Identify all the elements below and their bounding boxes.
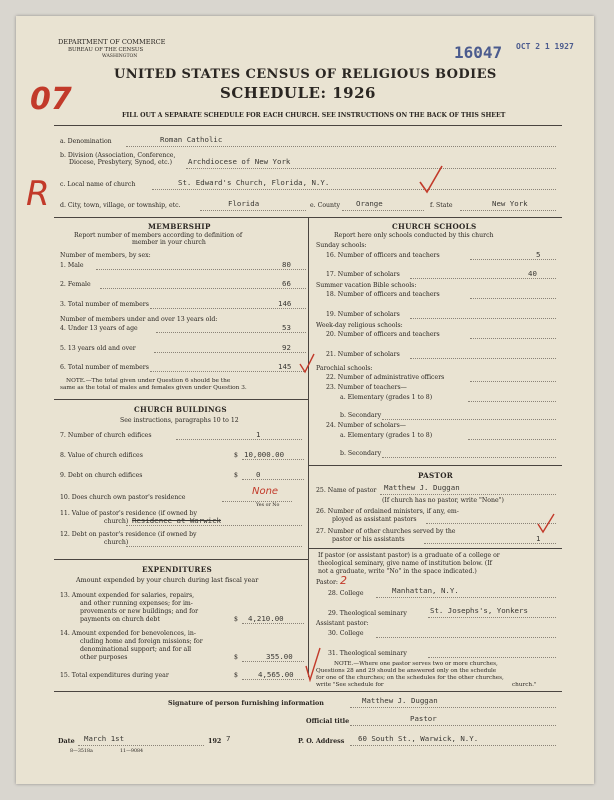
male-value: 80 xyxy=(282,260,291,269)
county-value: Orange xyxy=(356,199,383,208)
section-divider-6 xyxy=(54,691,562,692)
over-13-value: 92 xyxy=(282,343,291,352)
female-line xyxy=(100,288,306,289)
division-line xyxy=(186,168,556,169)
bureau-label: BUREAU OF THE CENSUS xyxy=(68,47,144,53)
residence-value-label: 11. Value of pastor's residence (if owned by xyxy=(60,510,197,517)
q28-line xyxy=(376,597,556,598)
q28-value: Manhattan, N.Y. xyxy=(392,586,459,595)
q25-label: 25. Name of pastor xyxy=(316,487,377,494)
total-members-line xyxy=(150,308,306,309)
q13-line-2: and other running expenses; for im- xyxy=(80,600,193,607)
date-value: March 1st xyxy=(84,734,125,743)
margin-mark-07: 07 xyxy=(30,82,72,117)
denomination-label: a. Denomination xyxy=(60,138,112,145)
total-6-value: 145 xyxy=(278,362,292,371)
q23b-label: b. Secondary xyxy=(340,412,382,419)
q25-line xyxy=(380,494,556,495)
q13-line-3: provements or new buildings; and for xyxy=(80,608,199,615)
pastor-note-4: write "See schedule for xyxy=(316,682,384,688)
total-members-label: 3. Total number of members xyxy=(60,301,149,308)
residence-value-line xyxy=(126,525,302,526)
total-6-line xyxy=(150,371,306,372)
weekday-schools-label: Week-day religious schools: xyxy=(316,322,403,329)
total-6-label: 6. Total number of members xyxy=(60,364,149,371)
summer-schools-label: Summer vacation Bible schools: xyxy=(316,282,417,289)
signature-label: Signature of person furnishing information xyxy=(168,699,324,707)
local-name-line xyxy=(152,189,556,190)
under-13-line xyxy=(156,332,306,333)
section-divider-5 xyxy=(308,548,562,549)
state-line xyxy=(460,210,556,211)
residence-value-label-2: church) xyxy=(104,518,129,525)
q25-value: Matthew J. Duggan xyxy=(384,483,460,492)
column-divider xyxy=(308,217,309,677)
official-title-value: Pastor xyxy=(410,714,437,723)
q28-label: 28. College xyxy=(328,590,364,597)
graduate-line-1: If pastor (or assistant pastor) is a graduate of a college or xyxy=(318,552,500,559)
q19-label: 19. Number of scholars xyxy=(326,311,400,318)
pastor-residence-line xyxy=(222,501,292,502)
q15-label: 15. Total expenditures during year xyxy=(60,672,169,679)
q13-line-4: payments on church debt xyxy=(80,616,160,623)
pastor-note-1: NOTE.—Where one pastor serves two or more churches, xyxy=(334,661,498,667)
department-label: DEPARTMENT OF COMMERCE xyxy=(58,38,166,46)
q24-label: 24. Number of scholars— xyxy=(326,422,406,429)
instruction-line: FILL OUT A SEPARATE SCHEDULE FOR EACH CHURCH. SEE INSTRUCTIONS ON THE BACK OF THIS SHEET xyxy=(122,112,506,119)
church-schools-heading: CHURCH SCHOOLS xyxy=(392,222,477,231)
form-code: 8—3518a xyxy=(70,749,93,754)
pastor-residence-value: None xyxy=(252,486,279,497)
pastor-note-5: church." xyxy=(512,682,537,688)
q27-check-icon xyxy=(536,512,556,534)
q26-line-2: ployed as assistant pastors xyxy=(332,516,417,523)
q15-line xyxy=(242,679,304,680)
q16-line xyxy=(470,259,556,260)
po-address-value: 60 South St., Warwick, N.Y. xyxy=(358,734,479,743)
date-line xyxy=(78,745,204,746)
q21-line xyxy=(410,358,556,359)
expenditures-heading: EXPENDITURES xyxy=(142,565,212,574)
q20-line xyxy=(470,338,556,339)
county-line xyxy=(342,210,424,211)
q30-line xyxy=(376,637,556,638)
local-name-value: St. Edward's Church, Florida, N.Y. xyxy=(178,178,330,187)
edifices-label: 7. Number of church edifices xyxy=(60,432,152,439)
q14-line-4: other purposes xyxy=(80,654,128,661)
division-label: b. Division (Association, Conference, xyxy=(60,152,176,159)
over-13-label: 5. 13 years old and over xyxy=(60,345,136,352)
header-divider xyxy=(54,125,562,126)
received-stamp-number: 16047 xyxy=(454,43,503,62)
q21-label: 21. Number of scholars xyxy=(326,351,400,358)
q23-label: 23. Number of teachers— xyxy=(326,384,407,391)
signature-value: Matthew J. Duggan xyxy=(362,696,438,705)
q23a-line xyxy=(468,401,556,402)
over-13-line xyxy=(154,352,306,353)
received-stamp-date: OCT 2 1 1927 xyxy=(516,42,574,51)
male-label: 1. Male xyxy=(60,262,84,269)
under-13-value: 53 xyxy=(282,323,291,332)
pastor-note-3: for one of the churches; on the schedules for the other churches, xyxy=(316,675,504,681)
graduate-line-2: theological seminary, give name of institution below. (If xyxy=(318,560,492,567)
q24b-label: b. Secondary xyxy=(340,450,382,457)
membership-intro: Report number of members according to definition of xyxy=(74,232,243,239)
under-13-label: 4. Under 13 years of age xyxy=(60,325,138,332)
sunday-schools-label: Sunday schools: xyxy=(316,242,367,249)
q24b-line xyxy=(382,457,556,458)
county-label: e. County xyxy=(310,202,341,209)
pastor-label: Pastor: xyxy=(316,579,339,586)
total-check-icon xyxy=(298,352,316,374)
edifices-value: 1 xyxy=(256,430,261,439)
q14-line xyxy=(242,661,304,662)
membership-note: NOTE.—The total given under Question 6 should be the xyxy=(66,378,231,384)
female-value: 66 xyxy=(282,279,291,288)
q13-line-1: 13. Amount expended for salaries, repairs, xyxy=(60,592,195,599)
pastor-mark: 2 xyxy=(340,574,347,587)
edifice-value-line xyxy=(242,459,304,460)
q27-line-1: 27. Number of other churches served by the xyxy=(316,528,456,535)
state-label: f. State xyxy=(430,202,453,209)
signature-line xyxy=(350,707,556,708)
official-title-label: Official title xyxy=(306,717,350,725)
currency-9: $ xyxy=(234,472,238,479)
q20-label: 20. Number of officers and teachers xyxy=(326,331,440,338)
po-address-line xyxy=(350,745,556,746)
pastor-note-2: Questions 28 and 29 should be answered only on the schedule xyxy=(316,668,497,674)
year-value: 7 xyxy=(226,734,231,743)
form-code-2: 11—9084 xyxy=(120,749,144,754)
q22-label: 22. Number of administrative officers xyxy=(326,374,445,381)
q22-line xyxy=(470,381,556,382)
q13-value: 4,210.00 xyxy=(248,614,284,623)
division-value: Archdiocese of New York xyxy=(188,157,291,166)
q14-line-3: denominational support; and for all xyxy=(80,646,192,653)
q17-line xyxy=(410,278,556,279)
state-value: New York xyxy=(492,199,528,208)
parochial-schools-label: Parochial schools: xyxy=(316,365,373,372)
q23b-line xyxy=(382,419,556,420)
edifice-debt-label: 9. Debt on church edifices xyxy=(60,472,143,479)
denomination-value: Roman Catholic xyxy=(160,135,223,144)
q14-line-2: cluding home and foreign missions; for xyxy=(80,638,203,645)
q26-line-1: 26. Number of ordained ministers, if any, em- xyxy=(316,508,459,515)
edifices-line xyxy=(176,439,302,440)
q27-line xyxy=(424,543,556,544)
church-schools-intro: Report here only schools conducted by this church xyxy=(334,232,494,239)
edifice-value-label: 8. Value of church edifices xyxy=(60,452,143,459)
q18-label: 18. Number of officers and teachers xyxy=(326,291,440,298)
q17-value: 40 xyxy=(528,269,537,278)
q14-line-1: 14. Amount expended for benevolences, in- xyxy=(60,630,196,637)
q29-value: St. Josephs's, Yonkers xyxy=(430,606,528,615)
q18-line xyxy=(470,298,556,299)
q13-line xyxy=(242,623,304,624)
membership-heading: MEMBERSHIP xyxy=(148,222,211,231)
section-divider-4 xyxy=(308,465,562,466)
q29-line xyxy=(428,617,556,618)
city-label: WASHINGTON xyxy=(102,54,138,59)
city-field-label: d. City, town, village, or township, etc. xyxy=(60,202,181,209)
division-label-2: Diocese, Presbytery, Synod, etc.) xyxy=(69,159,173,166)
pastor-heading: PASTOR xyxy=(418,471,454,480)
age-intro: Number of members under and over 13 years old: xyxy=(60,316,218,323)
male-line xyxy=(96,269,306,270)
q14-value: 355.00 xyxy=(266,652,293,661)
currency-14: $ xyxy=(234,654,238,661)
local-name-label: c. Local name of church xyxy=(60,181,136,188)
edifice-debt-line xyxy=(242,479,304,480)
pastor-residence-label: 10. Does church own pastor's residence xyxy=(60,494,186,501)
membership-note-2: same as the total of males and females given under Question 3. xyxy=(60,385,247,391)
q30-label: 30. College xyxy=(328,630,364,637)
currency-15: $ xyxy=(234,672,238,679)
membership-intro-2: member in your church xyxy=(132,239,206,246)
q24a-label: a. Elementary (grades 1 to 8) xyxy=(340,432,433,439)
section-divider-3 xyxy=(54,559,308,560)
church-buildings-heading: CHURCH BUILDINGS xyxy=(134,405,227,414)
residence-debt-line xyxy=(126,546,302,547)
q29-label: 29. Theological seminary xyxy=(328,610,407,617)
total-members-value: 146 xyxy=(278,299,292,308)
q31-label: 31. Theological seminary xyxy=(328,650,407,657)
date-label: Date xyxy=(58,737,75,745)
q15-value: 4,565.00 xyxy=(258,670,294,679)
q19-line xyxy=(410,318,556,319)
po-address-label: P. O. Address xyxy=(298,737,345,745)
city-line xyxy=(200,210,306,211)
form-title: UNITED STATES CENSUS OF RELIGIOUS BODIES xyxy=(114,67,497,82)
female-label: 2. Female xyxy=(60,281,91,288)
q23a-label: a. Elementary (grades 1 to 8) xyxy=(340,394,433,401)
residence-debt-label: 12. Debt on pastor's residence (if owned by xyxy=(60,531,197,538)
schedule-title: SCHEDULE: 1926 xyxy=(220,84,376,102)
yes-no-hint: Yes or No xyxy=(256,503,280,508)
city-value: Florida xyxy=(228,199,260,208)
members-by-sex-label: Number of members, by sex: xyxy=(60,252,151,259)
year-prefix: 192 xyxy=(208,737,222,745)
residence-value-value: Residence at Warwick xyxy=(132,516,221,525)
edifice-debt-value: 0 xyxy=(256,470,261,479)
q17-label: 17. Number of scholars xyxy=(326,271,400,278)
county-check-icon xyxy=(418,164,444,194)
denomination-line xyxy=(126,146,556,147)
census-schedule-sheet xyxy=(16,16,594,784)
q16-label: 16. Number of officers and teachers xyxy=(326,252,440,259)
currency-8: $ xyxy=(234,452,238,459)
q27-line-2: pastor or his assistants xyxy=(332,536,405,543)
edifice-value-value: 10,000.00 xyxy=(244,450,285,459)
expenditures-intro: Amount expended by your church during last fiscal year xyxy=(76,576,259,584)
margin-mark-r: R xyxy=(26,174,50,214)
graduate-line-3: not a graduate, write "No" in the space indicated.) xyxy=(318,568,477,575)
q16-value: 5 xyxy=(536,250,541,259)
q31-line xyxy=(428,657,556,658)
official-title-line xyxy=(350,725,556,726)
section-divider-2 xyxy=(54,399,308,400)
assistant-pastor-label: Assistant pastor: xyxy=(316,620,369,627)
church-buildings-instr: See instructions, paragraphs 10 to 12 xyxy=(120,417,239,424)
currency-13: $ xyxy=(234,616,238,623)
q24a-line xyxy=(468,439,556,440)
q27-value: 1 xyxy=(536,534,541,543)
residence-debt-label-2: church) xyxy=(104,539,129,546)
q25-note: (If church has no pastor, write "None") xyxy=(382,497,504,504)
